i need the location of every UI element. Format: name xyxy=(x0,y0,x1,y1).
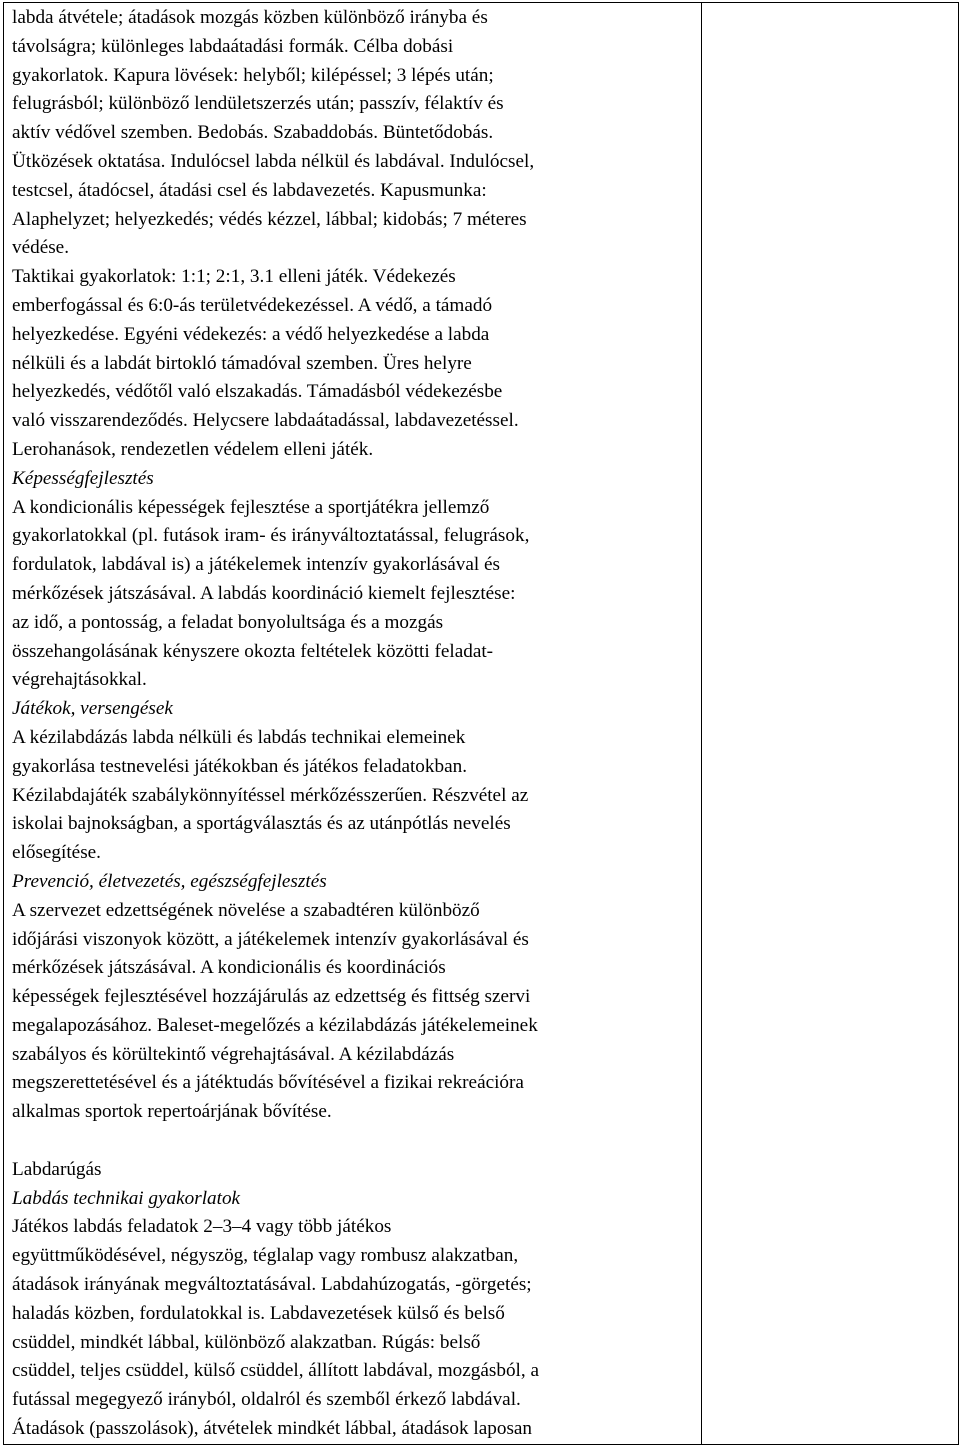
text-line: Taktikai gyakorlatok: 1:1; 2:1, 3.1 elleni játék. Védekezés xyxy=(12,266,456,288)
text-line: Átadások (passzolások), átvételek mindkét lábbal, átadások laposan xyxy=(12,1418,533,1440)
text-line: fordulatok, labdával is) a játékelemek intenzív gyakorlásával és xyxy=(12,554,501,576)
text-line: képességek fejlesztésével hozzájárulás az edzettség és fittség szervi xyxy=(12,986,531,1008)
text-line: Lerohanások, rendezetlen védelem elleni játék. xyxy=(12,438,374,460)
text-line: csüddel, mindkét lábbal, különböző alakzatban. Rúgás: belső xyxy=(12,1331,481,1353)
text-line: összehangolásának kényszere okozta feltételek közötti feladat- xyxy=(12,640,494,662)
text-line: helyezkedése. Egyéni védekezés: a védő helyezkedése a labda xyxy=(12,323,490,345)
text-line: alkalmas sportok repertoárjának bővítése. xyxy=(12,1101,332,1123)
text-line: Alaphelyzet; helyezkedés; védés kézzel, lábbal; kidobás; 7 méteres xyxy=(12,208,527,230)
heading-prevencio: Prevenció, életvezetés, egészségfejlesztés xyxy=(12,870,327,892)
text-line: Kézilabdajáték szabálykönnyítéssel mérkőzésszerűen. Részvétel az xyxy=(12,784,529,806)
text-line: aktív védővel szemben. Bedobás. Szabaddobás. Büntetődobás. xyxy=(12,122,494,144)
paragraph-gap xyxy=(12,1127,695,1156)
text-line: futással megegyező irányból, oldalról és szemből érkező labdával. xyxy=(12,1389,521,1411)
text-line: időjárási viszonyok között, a játékelemek intenzív gyakorlásával és xyxy=(12,928,529,950)
text-line: való visszarendeződés. Helycsere labdaátadással, labdavezetéssel. xyxy=(12,410,519,432)
paragraph-jatekok-versengesek xyxy=(12,724,695,868)
text-line: A szervezet edzettségének növelése a szabadtéren különböző xyxy=(12,899,480,921)
content-cell xyxy=(4,3,702,1445)
text-line: labda átvétele; átadások mozgás közben különböző irányba és xyxy=(12,7,488,28)
text-line: átadások irányának megváltoztatásával. Labdahúzogatás, -görgetés; xyxy=(12,1274,532,1296)
text-line: emberfogással és 6:0-ás területvédekezéssel. A védő, a támadó xyxy=(12,294,493,316)
text-line: gyakorlatok. Kapura lövések: helyből; kilépéssel; 3 lépés után; xyxy=(12,64,494,86)
empty-side-cell xyxy=(702,3,959,1445)
text-line: távolságra; különleges labdaátadási formák. Célba dobási xyxy=(12,35,454,57)
text-line: megszerettetésével és a játéktudás bővítésével a fizikai rekreációra xyxy=(12,1072,524,1094)
text-line: Ütközések oktatása. Indulócsel labda nélkül és labdával. Indulócsel, xyxy=(12,150,535,172)
heading-jatekok-versengesek: Játékok, versengések xyxy=(12,698,173,720)
heading-labdas-technikai: Labdás technikai gyakorlatok xyxy=(12,1187,241,1209)
text-line: mérkőzések játszásával. A kondicionális és koordinációs xyxy=(12,957,446,979)
text-line: végrehajtásokkal. xyxy=(12,669,147,691)
text-line: megalapozásához. Baleset-megelőzés a kézilabdázás játékelemeinek xyxy=(12,1014,538,1036)
document-table xyxy=(3,2,959,1445)
text-line: A kondicionális képességek fejlesztése a sportjátékra jellemző xyxy=(12,496,490,518)
text-line: haladás közben, fordulatokkal is. Labdavezetések külső és belső xyxy=(12,1302,505,1324)
text-line: védése. xyxy=(12,237,70,259)
text-line: helyezkedés, védőtől való elszakadás. Támadásból védekezésbe xyxy=(12,381,503,403)
paragraph-kezilabda-technika xyxy=(12,4,695,465)
text-line: gyakorlása testnevelési játékokban és játékos feladatokban. xyxy=(12,755,468,777)
text-line: A kézilabdázás labda nélküli és labdás technikai elemeinek xyxy=(12,726,466,748)
text-line: mérkőzések játszásával. A labdás koordináció kiemelt fejlesztése: xyxy=(12,582,516,604)
text-line: nélküli és a labdát birtokló támadóval szemben. Üres helyre xyxy=(12,352,472,374)
content-text xyxy=(4,3,701,1444)
text-line: együttműködésével, négyszög, téglalap vagy rombusz alakzatban, xyxy=(12,1245,519,1267)
section-title-labdarugas: Labdarúgás xyxy=(12,1158,102,1180)
paragraph-prevencio xyxy=(12,897,695,1127)
table-row xyxy=(4,3,959,1445)
text-line: az idő, a pontosság, a feladat bonyolultsága és a mozgás xyxy=(12,611,444,633)
paragraph-labdas-technikai xyxy=(12,1213,695,1443)
text-line: gyakorlatokkal (pl. futások iram- és irányváltoztatással, felugrások, xyxy=(12,525,530,547)
text-line: elősegítése. xyxy=(12,842,101,864)
text-line: csüddel, teljes csüddel, külső csüddel, állított labdával, mozgásból, a xyxy=(12,1360,540,1382)
text-line: iskolai bajnokságban, a sportágválasztás és az utánpótlás nevelés xyxy=(12,813,511,835)
paragraph-kepessegfejlesztes xyxy=(12,494,695,696)
text-line: szabályos és körültekintő végrehajtásával. A kézilabdázás xyxy=(12,1043,455,1065)
heading-kepessegfejlesztes: Képességfejlesztés xyxy=(12,467,154,489)
text-line: felugrásból; különböző lendületszerzés után; passzív, félaktív és xyxy=(12,93,504,115)
text-line: testcsel, átadócsel, átadási csel és labdavezetés. Kapusmunka: xyxy=(12,179,487,201)
text-line: Játékos labdás feladatok 2‒3‒4 vagy több játékos xyxy=(12,1216,392,1238)
